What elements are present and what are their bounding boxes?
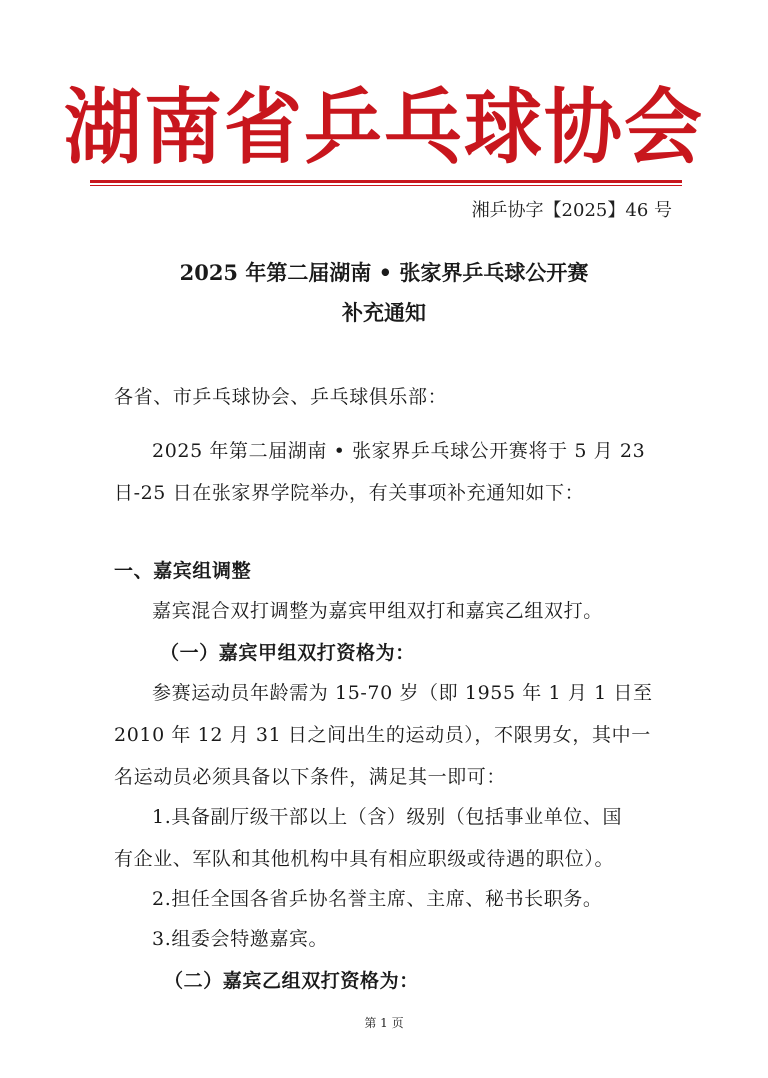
group-a-para-line-1: 参赛运动员年龄需为 15-70 岁（即 1955 年 1 月 1 日至 [152, 682, 653, 704]
section-paragraph: 嘉宾混合双打调整为嘉宾甲组双打和嘉宾乙组双打。 [152, 600, 603, 622]
document-subtitle: 补充通知 [342, 300, 426, 325]
subheading-group-a: （一）嘉宾甲组双打资格为： [160, 642, 415, 664]
section-heading-guest-group: 一、嘉宾组调整 [114, 560, 252, 582]
group-a-para-line-3: 名运动员必须具备以下条件，满足其一即可： [114, 766, 507, 788]
group-a-para-line-2: 2010 年 12 月 31 日之间出生的运动员），不限男女，其中一 [114, 724, 651, 746]
page-number: 第 1 页 [364, 1016, 404, 1030]
document-number: 湘乒协字【2025】46 号 [471, 200, 672, 221]
document-title: 2025 年第二届湖南 • 张家界乒乓球公开赛 [179, 260, 589, 285]
condition-3: 3.组委会特邀嘉宾。 [152, 928, 329, 950]
condition-1-line-1: 1.具备副厅级干部以上（含）级别（包括事业单位、国 [152, 806, 623, 828]
masthead-rule-thick [90, 180, 682, 183]
masthead-title: 湖南省乒乓球协会 [63, 80, 704, 176]
intro-line-2: 日-25 日在张家界学院举办，有关事项补充通知如下： [114, 482, 585, 504]
masthead-rule-thin [90, 185, 682, 186]
intro-line-1: 2025 年第二届湖南 • 张家界乒乓球公开赛将于 5 月 23 [152, 440, 646, 462]
addressee: 各省、市乒乓球协会、乒乓球俱乐部： [114, 386, 448, 408]
condition-2: 2.担任全国各省乒协名誉主席、主席、秘书长职务。 [152, 888, 603, 910]
subheading-group-b: （二）嘉宾乙组双打资格为： [164, 970, 419, 992]
condition-1-line-2: 有企业、军队和其他机构中具有相应职级或待遇的职位）。 [114, 848, 615, 870]
